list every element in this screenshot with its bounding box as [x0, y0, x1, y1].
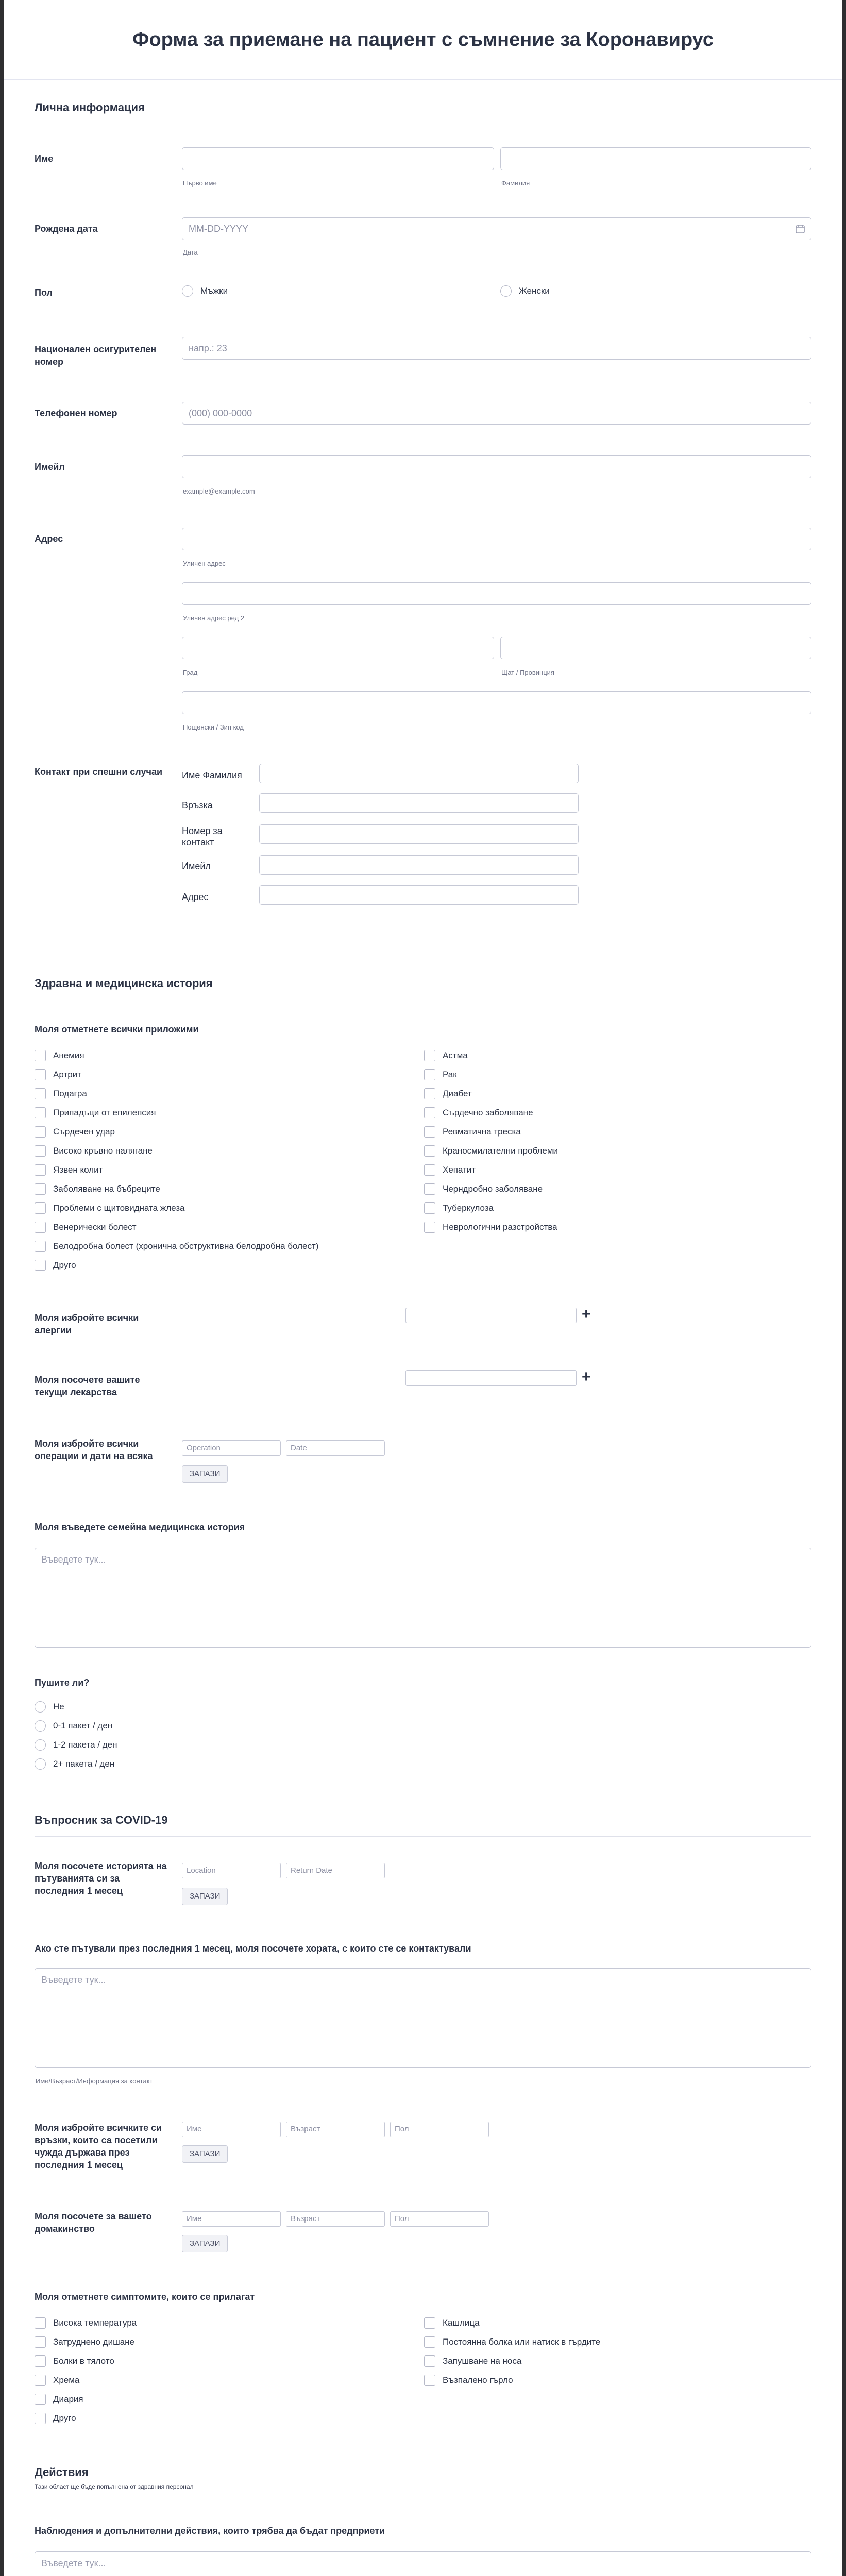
email-input[interactable] — [182, 455, 811, 478]
symptom-checkbox[interactable] — [35, 2394, 83, 2405]
emergency-phone-label — [182, 825, 223, 848]
emergency-phone-input[interactable] — [259, 824, 579, 844]
condition-label: Друго — [53, 1260, 76, 1270]
symptom-checkbox[interactable] — [35, 2336, 134, 2348]
condition-checkbox[interactable] — [35, 1260, 76, 1271]
smoke-option[interactable] — [35, 1701, 64, 1713]
checkbox[interactable] — [35, 1126, 46, 1138]
allergies-input[interactable] — [405, 1308, 577, 1323]
state-input[interactable] — [500, 637, 811, 659]
textarea-placeholder: Въведете тук... — [41, 1554, 106, 1565]
relatives-label-line3: чужда държава през — [35, 2147, 130, 2158]
add-medication-icon[interactable]: + — [582, 1368, 591, 1385]
sex-placeholder: Пол — [395, 2214, 409, 2223]
emergency-phone-label-line2: контакт — [182, 837, 214, 848]
travel-label-line3: последния 1 месец — [35, 1886, 123, 1896]
smoke-label: Пушите ли? — [35, 1677, 90, 1688]
conditions-label: Моля отметнете всички приложими — [35, 1024, 199, 1035]
id-number-label-line2: номер — [35, 357, 63, 367]
checkbox[interactable] — [35, 2394, 46, 2405]
relatives-save-button[interactable]: ЗАПАЗИ — [182, 2145, 228, 2163]
symptom-label: Затруднено дишане — [53, 2337, 135, 2347]
family-history-textarea[interactable] — [35, 1548, 811, 1648]
street-input[interactable] — [182, 528, 811, 550]
condition-label: Белодробна болест (хронична обструктивна белодробна болест) — [53, 1241, 319, 1251]
condition-checkbox[interactable] — [35, 1088, 87, 1099]
checkbox[interactable] — [35, 1050, 46, 1061]
zip-sublabel: Пощенски / Зип код — [183, 723, 244, 731]
smoke-option[interactable] — [35, 1758, 114, 1770]
symptom-checkbox[interactable] — [35, 2413, 76, 2424]
condition-label: Сърдечен удар — [53, 1127, 115, 1137]
condition-checkbox[interactable] — [35, 1050, 84, 1061]
emergency-email-label: Имейл — [182, 861, 211, 871]
emergency-relation-label: Връзка — [182, 800, 213, 810]
relative-name-input[interactable] — [182, 2122, 281, 2137]
emergency-fullname-label: Име Фамилия — [182, 770, 242, 781]
condition-checkbox[interactable] — [35, 1107, 156, 1118]
operation-date-input[interactable] — [286, 1440, 385, 1456]
travel-label-line1: Моля посочете историята на — [35, 1861, 167, 1871]
household-sex-input[interactable] — [390, 2211, 489, 2227]
section-title-health: Здравна и медицинска история — [35, 977, 213, 990]
form-page — [4, 0, 842, 2576]
city-input[interactable] — [182, 637, 494, 659]
symptom-label: Постоянна болка или натиск в гърдите — [443, 2337, 601, 2347]
location-placeholder: Location — [187, 1866, 216, 1875]
id-number-label-line1: Национален осигурителен — [35, 344, 157, 354]
condition-label: Язвен колит — [53, 1165, 103, 1175]
checkbox[interactable] — [424, 1222, 435, 1233]
checkbox[interactable] — [35, 1202, 46, 1214]
condition-checkbox[interactable] — [424, 1126, 521, 1138]
travel-location-input[interactable] — [182, 1863, 281, 1878]
medications-input[interactable] — [405, 1370, 577, 1386]
condition-label: Сърдечно заболяване — [443, 1108, 533, 1117]
condition-label: Заболяване на бъбреците — [53, 1184, 160, 1194]
emergency-label: Контакт при спешни случаи — [35, 767, 163, 777]
gender-option-label: Мъжки — [200, 286, 228, 296]
relative-age-input[interactable] — [286, 2122, 385, 2137]
symptom-label: Кашлица — [443, 2318, 480, 2328]
emergency-address-input[interactable] — [259, 885, 579, 905]
phone-input[interactable] — [182, 402, 811, 425]
smoke-option-label: Не — [53, 1702, 64, 1711]
radio-button[interactable] — [35, 1739, 46, 1751]
checkbox[interactable] — [35, 2355, 46, 2367]
notes-label: Наблюдения и допълнителни действия, които трябва да бъдат предприети — [35, 2526, 385, 2536]
checkbox[interactable] — [424, 2317, 435, 2329]
name-placeholder: Име — [187, 2214, 202, 2223]
condition-label: Ревматична треска — [443, 1127, 521, 1137]
contacts-textarea[interactable] — [35, 1968, 811, 2068]
textarea-placeholder: Въведете тук... — [41, 2558, 106, 2568]
condition-label: Подагра — [53, 1089, 87, 1098]
emergency-address-label: Адрес — [182, 892, 209, 902]
symptoms-label: Моля отметнете симптомите, които се прилагат — [35, 2292, 255, 2302]
condition-checkbox[interactable] — [35, 1222, 137, 1233]
symptom-label: Запушване на носа — [443, 2356, 522, 2366]
birthdate-input[interactable] — [182, 217, 811, 240]
symptom-label: Висока температура — [53, 2318, 137, 2328]
gender-option-female[interactable] — [500, 285, 550, 297]
smoke-option-label: 1-2 пакета / ден — [53, 1740, 117, 1750]
emergency-phone-label-line1: Номер за — [182, 826, 223, 836]
age-placeholder: Възраст — [291, 2214, 320, 2223]
age-placeholder: Възраст — [291, 2125, 320, 2133]
condition-checkbox[interactable] — [424, 1202, 494, 1214]
add-allergy-icon[interactable]: + — [582, 1306, 591, 1323]
checkbox[interactable] — [424, 1145, 435, 1157]
relatives-label-line1: Моля избройте всичките си — [35, 2123, 162, 2133]
birthdate-sublabel: Дата — [183, 248, 198, 256]
condition-label: Хепатит — [443, 1165, 476, 1175]
checkbox[interactable] — [35, 1222, 46, 1233]
section-title-covid: Въпросник за COVID-19 — [35, 1814, 168, 1826]
checkbox[interactable] — [424, 2375, 435, 2386]
address-label: Адрес — [35, 534, 63, 544]
checkbox[interactable] — [35, 2413, 46, 2424]
textarea-placeholder: Въведете тук... — [41, 1975, 106, 1985]
contacts-sublabel: Име/Възраст/Информация за контакт — [36, 2077, 153, 2085]
checkbox[interactable] — [35, 1241, 46, 1252]
smoke-option[interactable] — [35, 1739, 117, 1751]
checkbox[interactable] — [424, 1069, 435, 1080]
last-name-sublabel: Фамилия — [501, 179, 530, 187]
gender-label: Пол — [35, 287, 53, 298]
condition-checkbox[interactable] — [35, 1183, 160, 1195]
checkbox[interactable] — [35, 1260, 46, 1271]
form-title: Форма за приемане на пациент с съмнение за Коронавирус — [132, 29, 714, 50]
allergies-label — [35, 1312, 139, 1336]
condition-checkbox[interactable] — [424, 1183, 543, 1195]
zip-input[interactable] — [182, 691, 811, 714]
section-title-personal: Лична информация — [35, 101, 145, 114]
condition-checkbox[interactable] — [424, 1107, 533, 1118]
gender-option-label: Женски — [519, 286, 550, 296]
phone-placeholder: (000) 000-0000 — [189, 408, 252, 418]
condition-checkbox[interactable] — [35, 1164, 103, 1176]
smoke-option-label: 2+ пакета / ден — [53, 1759, 115, 1769]
symptom-label: Диария — [53, 2394, 83, 2404]
household-name-input[interactable] — [182, 2211, 281, 2227]
sex-placeholder: Пол — [395, 2125, 409, 2133]
checkbox[interactable] — [424, 1107, 435, 1118]
checkbox[interactable] — [424, 1126, 435, 1138]
symptom-label: Друго — [53, 2413, 76, 2423]
name-placeholder: Име — [187, 2125, 202, 2133]
condition-checkbox[interactable] — [35, 1126, 115, 1138]
id-number-placeholder: напр.: 23 — [189, 343, 227, 353]
condition-checkbox[interactable] — [35, 1241, 318, 1252]
checkbox[interactable] — [424, 1183, 435, 1195]
checkbox[interactable] — [424, 1202, 435, 1214]
condition-label: Артрит — [53, 1070, 81, 1079]
return-date-placeholder: Return Date — [291, 1866, 332, 1875]
section-divider — [35, 1836, 811, 1837]
condition-label: Краносмилателни проблеми — [443, 1146, 558, 1156]
checkbox[interactable] — [35, 2336, 46, 2348]
smoke-option-label: 0-1 пакет / ден — [53, 1721, 113, 1731]
relatives-label-line4: последния 1 месец — [35, 2160, 123, 2170]
checkbox[interactable] — [424, 1050, 435, 1061]
symptom-checkbox[interactable] — [35, 2317, 137, 2329]
condition-checkbox[interactable] — [424, 1222, 557, 1233]
symptom-checkbox[interactable] — [35, 2355, 114, 2367]
condition-checkbox[interactable] — [424, 1164, 476, 1176]
checkbox[interactable] — [424, 1164, 435, 1176]
condition-checkbox[interactable] — [424, 1050, 468, 1061]
allergies-label-line1: Моля избройте всички — [35, 1313, 139, 1323]
smoke-option[interactable] — [35, 1720, 112, 1732]
last-name-input[interactable] — [500, 147, 811, 170]
condition-checkbox[interactable] — [35, 1069, 81, 1080]
emergency-fullname-input[interactable] — [259, 764, 579, 783]
condition-label: Анемия — [53, 1050, 84, 1060]
travel-label-line2: пътуванията си за — [35, 1873, 120, 1884]
operations-save-button[interactable]: ЗАПАЗИ — [182, 1465, 228, 1483]
birthdate-placeholder: MM-DD-YYYY — [189, 224, 248, 234]
condition-label: Проблеми с щитовидната жлеза — [53, 1203, 185, 1213]
street2-sublabel: Уличен адрес ред 2 — [183, 614, 245, 622]
operations-label-line1: Моля избройте всички — [35, 1438, 139, 1449]
allergies-label-line2: алергии — [35, 1325, 72, 1335]
checkbox[interactable] — [35, 2375, 46, 2386]
radio-button[interactable] — [182, 285, 193, 297]
household-label — [35, 2210, 152, 2235]
operations-label-line2: операции и дати на всяка — [35, 1451, 153, 1461]
checkbox[interactable] — [35, 1088, 46, 1099]
operation-date-placeholder: Date — [291, 1444, 307, 1452]
phone-label: Телефонен номер — [35, 408, 117, 418]
condition-checkbox[interactable] — [424, 1145, 558, 1157]
household-label-line2: домакинство — [35, 2224, 95, 2234]
form-header — [4, 0, 842, 80]
relative-sex-input[interactable] — [390, 2122, 489, 2137]
operation-input[interactable] — [182, 1440, 281, 1456]
checkbox[interactable] — [35, 1164, 46, 1176]
symptom-label: Възпалено гърло — [443, 2375, 513, 2385]
name-label: Име — [35, 154, 54, 164]
medications-label-line1: Моля посочете вашите — [35, 1375, 140, 1385]
email-label: Имейл — [35, 462, 65, 472]
condition-label: Астма — [443, 1050, 468, 1060]
gender-option-male[interactable] — [182, 285, 228, 297]
condition-label: Черндробно заболяване — [443, 1184, 543, 1194]
checkbox[interactable] — [35, 1069, 46, 1080]
symptom-label: Болки в тялото — [53, 2356, 114, 2366]
radio-button[interactable] — [35, 1758, 46, 1770]
state-sublabel: Щат / Провинция — [501, 669, 554, 676]
family-history-label: Моля въведете семейна медицинска история — [35, 1522, 245, 1532]
household-age-input[interactable] — [286, 2211, 385, 2227]
relatives-label — [35, 2122, 162, 2171]
calendar-icon[interactable] — [795, 224, 805, 234]
symptom-checkbox[interactable] — [424, 2355, 521, 2367]
checkbox[interactable] — [424, 2336, 435, 2348]
condition-label: Неврологични разстройства — [443, 1222, 557, 1232]
household-save-button[interactable]: ЗАПАЗИ — [182, 2235, 228, 2252]
symptom-label: Хрема — [53, 2375, 80, 2385]
id-number-label — [35, 343, 156, 368]
city-sublabel: Град — [183, 669, 198, 676]
condition-label: Диабет — [443, 1089, 472, 1098]
symptom-checkbox[interactable] — [424, 2375, 513, 2386]
medications-label — [35, 1374, 140, 1398]
condition-checkbox[interactable] — [424, 1069, 457, 1080]
radio-button[interactable] — [35, 1701, 46, 1713]
checkbox[interactable] — [424, 2355, 435, 2367]
emergency-relation-input[interactable] — [259, 793, 579, 813]
operations-label — [35, 1437, 153, 1462]
checkbox[interactable] — [35, 1107, 46, 1118]
condition-label: Рак — [443, 1070, 457, 1079]
medications-label-line2: текущи лекарства — [35, 1387, 117, 1397]
condition-checkbox[interactable] — [35, 1145, 153, 1157]
form-card — [4, 80, 842, 2576]
checkbox[interactable] — [424, 1088, 435, 1099]
condition-checkbox[interactable] — [424, 1088, 472, 1099]
emergency-email-input[interactable] — [259, 855, 579, 875]
section-title-actions: Действия — [35, 2466, 89, 2479]
email-sublabel: example@example.com — [183, 487, 255, 495]
household-label-line1: Моля посочете за вашето — [35, 2211, 152, 2222]
contacts-label: Ако сте пътували през последния 1 месец, моля посочете хората, с които сте се контактували — [35, 1943, 471, 1954]
section-subtitle-actions: Тази област ще бъде попълнена от здравния персонал — [35, 2483, 194, 2490]
condition-checkbox[interactable] — [35, 1202, 184, 1214]
condition-label: Припадъци от епилепсия — [53, 1108, 156, 1117]
symptom-checkbox[interactable] — [424, 2336, 600, 2348]
condition-label: Високо кръвно налягане — [53, 1146, 153, 1156]
checkbox[interactable] — [35, 2317, 46, 2329]
notes-textarea[interactable] — [35, 2551, 811, 2576]
id-number-input[interactable] — [182, 337, 811, 360]
travel-save-button[interactable]: ЗАПАЗИ — [182, 1888, 228, 1905]
checkbox[interactable] — [35, 1183, 46, 1195]
condition-label: Туберкулоза — [443, 1203, 494, 1213]
travel-return-date-input[interactable] — [286, 1863, 385, 1878]
street-sublabel: Уличен адрес — [183, 560, 226, 567]
symptom-checkbox[interactable] — [35, 2375, 79, 2386]
operation-placeholder: Operation — [187, 1444, 221, 1452]
birthdate-label: Рождена дата — [35, 224, 98, 234]
condition-label: Венерически болест — [53, 1222, 137, 1232]
checkbox[interactable] — [35, 1145, 46, 1157]
travel-label — [35, 1860, 167, 1897]
radio-button[interactable] — [35, 1720, 46, 1732]
first-name-input[interactable] — [182, 147, 494, 170]
radio-button[interactable] — [500, 285, 512, 297]
street2-input[interactable] — [182, 582, 811, 605]
relatives-label-line2: връзки, които са посетили — [35, 2135, 158, 2145]
symptom-checkbox[interactable] — [424, 2317, 480, 2329]
first-name-sublabel: Първо име — [183, 179, 217, 187]
